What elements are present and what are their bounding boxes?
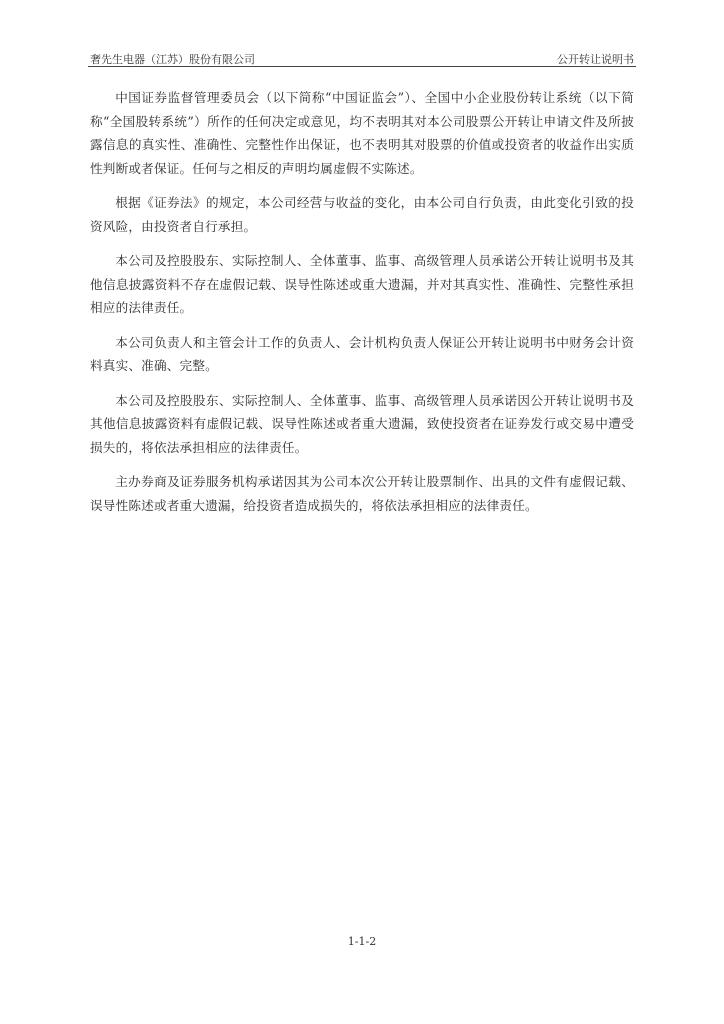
paragraph-liability-commitment: 本公司及控股股东、实际控制人、全体董事、监事、高级管理人员承诺因公开转让说明书及其他信息披露资料有虚假记载、误导性陈述或者重大遗漏，致使投资者在证券发行或交易中遭受损失的，将依法承担相应的法律责任。 xyxy=(90,392,634,455)
header-divider xyxy=(88,66,636,67)
paragraph-accounting-guarantee: 本公司负责人和主管会计工作的负责人、会计机构负责人保证公开转让说明书中财务会计资料真实、准确、完整。 xyxy=(90,334,634,373)
document-body xyxy=(90,86,634,528)
page-number: 1-1-2 xyxy=(347,935,377,948)
paragraph-csrc-disclaimer: 中国证券监督管理委员会（以下简称“中国证监会”）、全国中小企业股份转让系统（以下简称“全国股转系统”）所作的任何决定或意见，均不表明其对本公司股票公开转让申请文件及所披露信息的真实性、准确性、完整性作出保证，也不表明其对股票的价值或投资者的收益作出实质性判断或者保证。任何与之相反的声明均属虚假不实陈述。 xyxy=(90,90,634,176)
paragraph-company-commitment: 本公司及控股股东、实际控制人、全体董事、监事、高级管理人员承诺公开转让说明书及其他信息披露资料不存在虚假记载、误导性陈述或重大遗漏，并对其真实性、准确性、完整性承担相应的法律责任。 xyxy=(90,253,634,315)
paragraph-broker-commitment: 主办券商及证券服务机构承诺因其为公司本次公开转让股票制作、出具的文件有虚假记载、误导性陈述或者重大遗漏，给投资者造成损失的，将依法承担相应的法律责任。 xyxy=(90,474,634,513)
paragraph-securities-law: 根据《证券法》的规定，本公司经营与收益的变化，由本公司自行负责，由此变化引致的投资风险，由投资者自行承担。 xyxy=(90,195,634,234)
page-header xyxy=(90,48,634,66)
document-type: 公开转让说明书 xyxy=(557,53,634,66)
company-name: 奢先生电器（江苏）股份有限公司 xyxy=(90,53,255,66)
